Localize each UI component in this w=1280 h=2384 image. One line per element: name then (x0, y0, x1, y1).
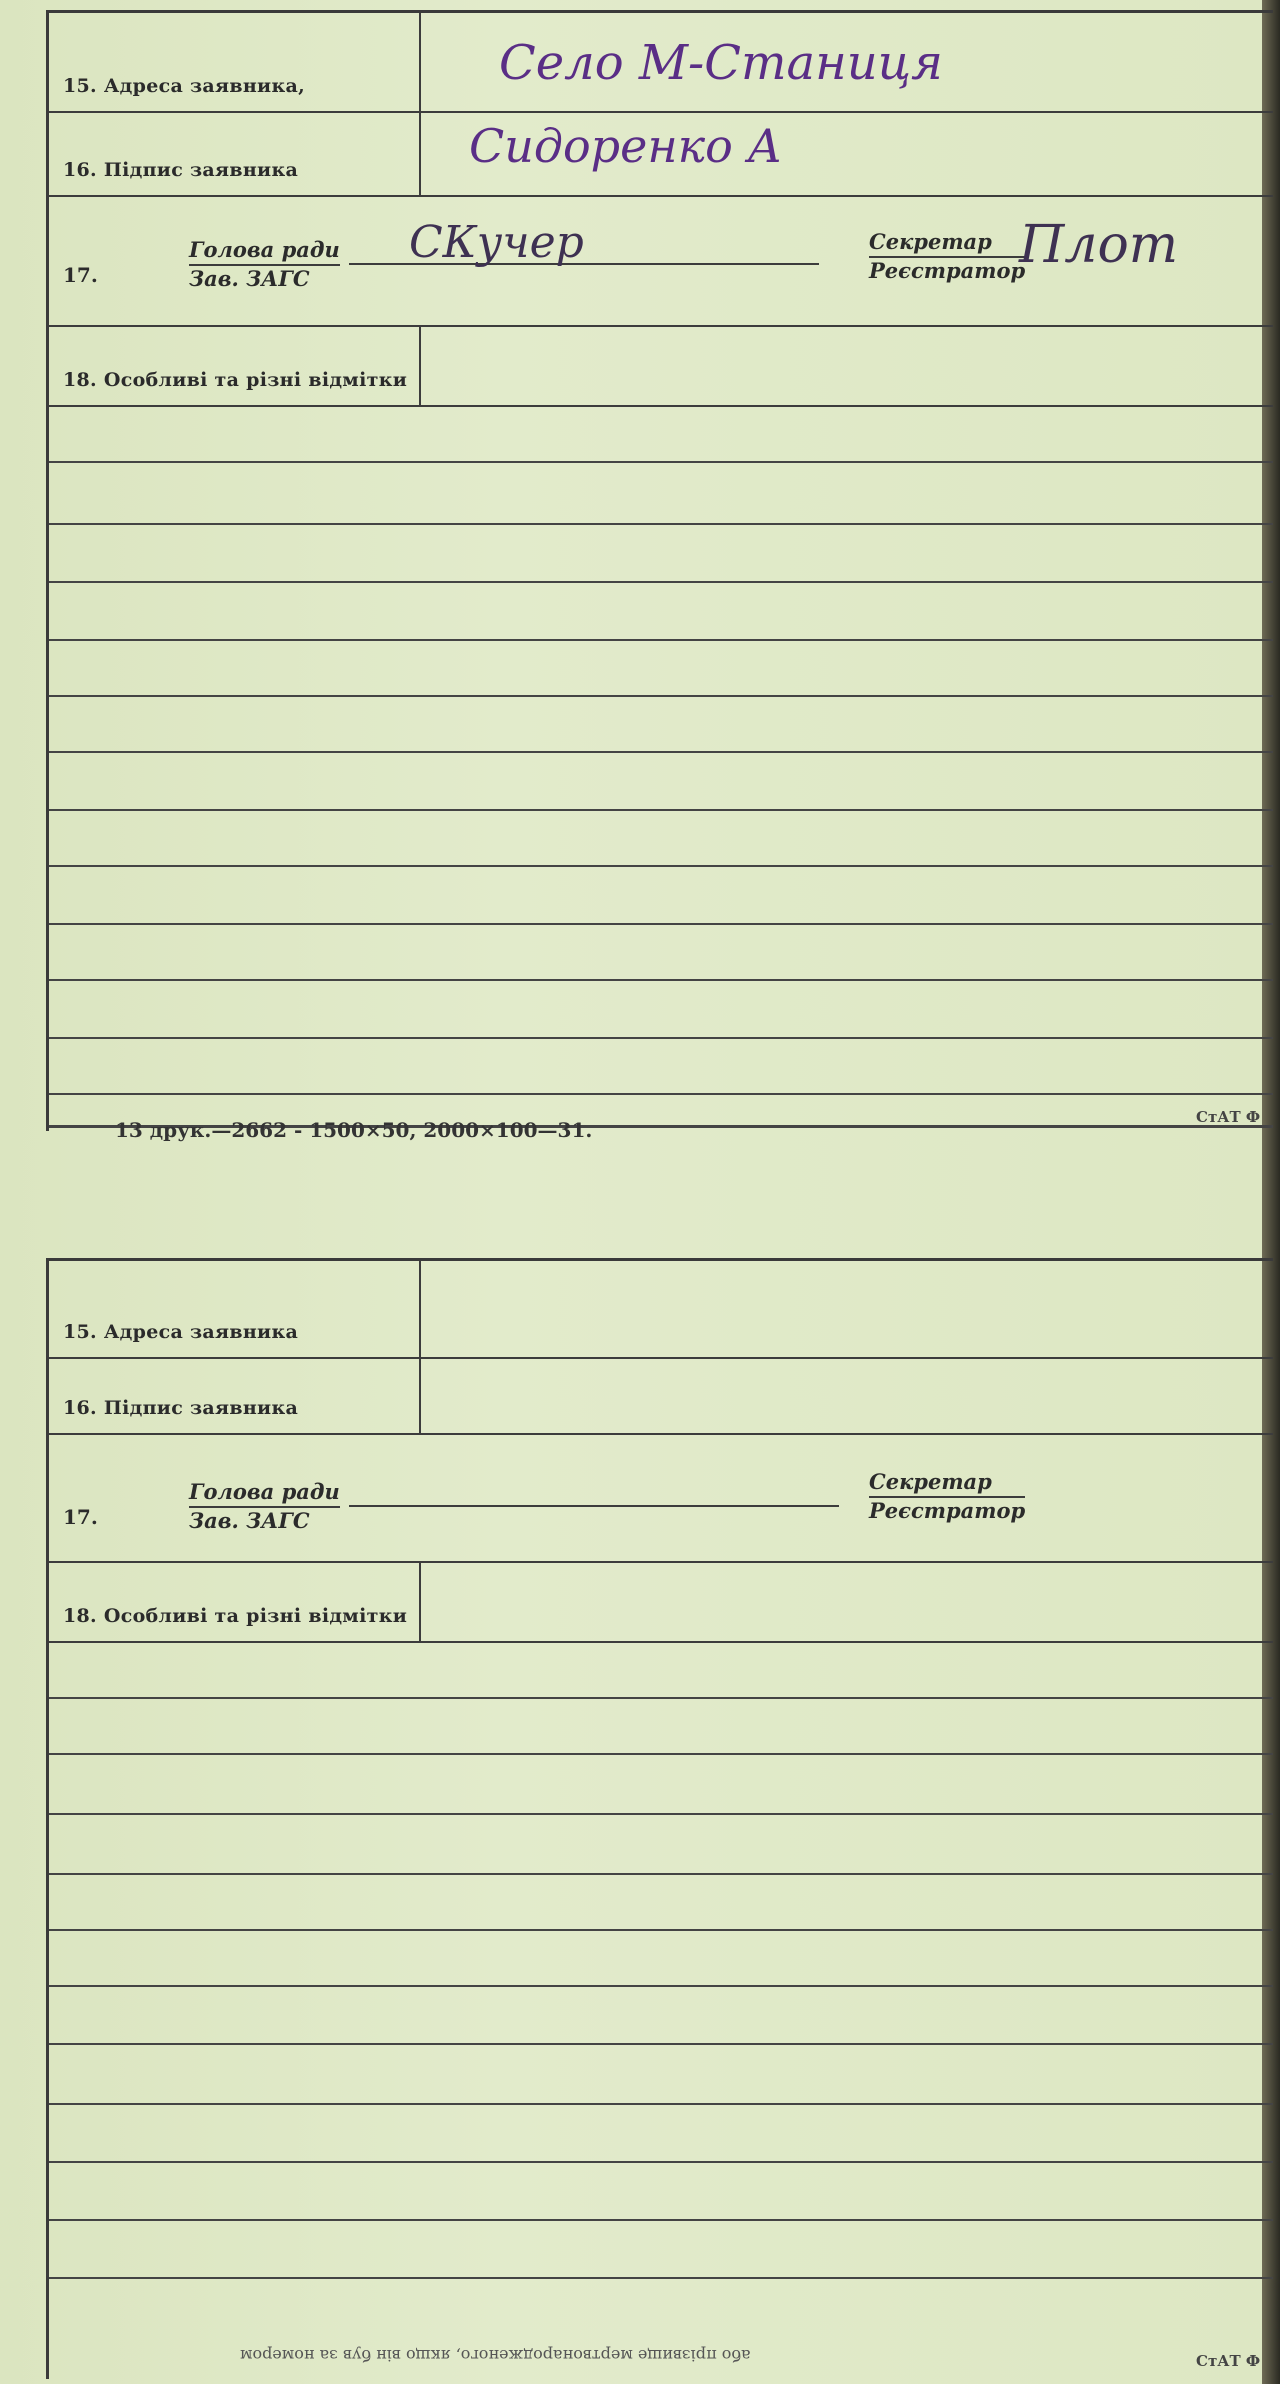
row-16-label-blank: 16. Підпис заявника (63, 1397, 299, 1419)
row-16-signature-blank (49, 1357, 1273, 1435)
head-signature: СКучер (409, 217, 584, 268)
secretary-title-alt: Реєстратор (869, 258, 1026, 283)
head-title-alt: Зав. ЗАГС (189, 266, 310, 291)
row-16-label: 16. Підпис заявника (63, 159, 299, 181)
row-15-label-blank: 15. Адреса заявника (63, 1321, 299, 1343)
row-15-label: 15. Адреса заявника, (63, 75, 305, 97)
row-15-address (49, 13, 1273, 113)
secretary-title-alt-blank: Реєстратор (869, 1498, 1026, 1523)
stat-mark-top: СтАТ Ф (1196, 1108, 1261, 1126)
row-17-number: 17. (63, 263, 98, 287)
secretary-title-block (869, 229, 1025, 284)
row-15-address-blank (49, 1261, 1273, 1359)
row-17-number-blank: 17. (63, 1505, 98, 1529)
registration-form-top (46, 10, 1273, 1131)
upside-down-print-note: або прізвище мертвонародженого, якщо він був за номером (240, 2346, 751, 2365)
head-title-blank: Голова ради (189, 1479, 340, 1508)
print-run-note: 13 друк.—2662 - 1500×50, 2000×100—31. (115, 1118, 593, 1142)
row-18-notes-blank (49, 1561, 1273, 1643)
row-17-officials-blank (49, 1433, 1273, 1563)
row-16-signature (49, 111, 1273, 197)
row-17-officials (49, 195, 1273, 327)
row-16-handwritten-value: Сидоренко А (469, 119, 783, 173)
secretary-title: Секретар (869, 229, 1025, 258)
stat-mark-bottom: СтАТ Ф (1196, 2352, 1261, 2370)
row-18-notes (49, 325, 1273, 407)
registration-form-bottom (46, 1258, 1273, 2379)
secretary-title-block-blank (869, 1469, 1025, 1524)
row-15-handwritten-value: Село М-Станиця (499, 35, 943, 91)
row-18-label: 18. Особливі та різні відмітки (63, 369, 408, 391)
head-title-block-blank (189, 1479, 340, 1534)
secretary-signature: Плот (1019, 215, 1179, 275)
head-title: Голова ради (189, 237, 340, 266)
head-title-block (189, 237, 340, 292)
row-18-label-blank: 18. Особливі та різні відмітки (63, 1605, 408, 1627)
head-title-alt-blank: Зав. ЗАГС (189, 1508, 310, 1533)
secretary-title-blank: Секретар (869, 1469, 1025, 1498)
